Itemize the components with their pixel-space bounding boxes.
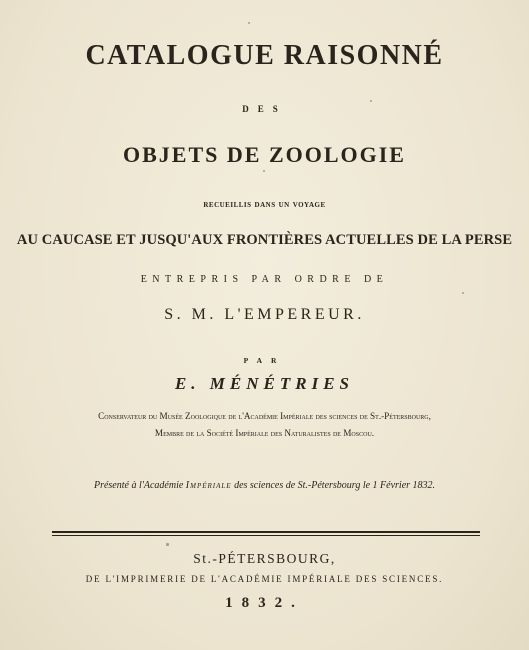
presentation-line [0, 480, 529, 491]
paper-speck [248, 22, 250, 24]
paper-speck [462, 292, 464, 294]
thin-divider [52, 535, 480, 536]
thick-divider [52, 531, 480, 533]
objets-title: OBJETS DE ZOOLOGIE [123, 142, 406, 167]
recueillis-line: recueillis dans un voyage [203, 199, 326, 210]
destination-line: AU CAUCASE ET JUSQU'AUX FRONTIÈRES ACTUELLES DE LA PERSE [16, 232, 513, 248]
conservateur-line: Conservateur du Musée Zoologique de l'Académie Impériale des sciences de St.-Pétersbourg, [98, 411, 431, 421]
paper-speck [370, 100, 372, 102]
paper-speck [166, 543, 169, 546]
presentation-suffix: des sciences de St.-Pétersbourg le 1 Février 1832. [231, 480, 436, 491]
presentation-prefix: Présenté à l'Académie [93, 480, 186, 491]
entrepris-line: ENTREPRIS PAR ORDRE DE [140, 274, 389, 285]
imprimerie-line: DE L'IMPRIMERIE DE L'ACADÉMIE IMPÉRIALE DES SCIENCES. [85, 574, 444, 584]
presentation-caps: Impériale [185, 480, 232, 491]
des-line: DES [242, 104, 287, 114]
paper-speck [263, 170, 265, 172]
year-line: 1832. [225, 595, 304, 611]
empereur-line: S. M. L'EMPEREUR. [164, 306, 365, 323]
author-name: E. MÉNÉTRIES [174, 374, 355, 393]
main-title: CATALOGUE RAISONNÉ [85, 40, 444, 71]
city-line: St.-PÉTERSBOURG, [193, 551, 336, 566]
par-line: PAR [243, 356, 286, 365]
membre-line: Membre de la Société Impériale des Naturalistes de Moscou. [154, 428, 375, 438]
